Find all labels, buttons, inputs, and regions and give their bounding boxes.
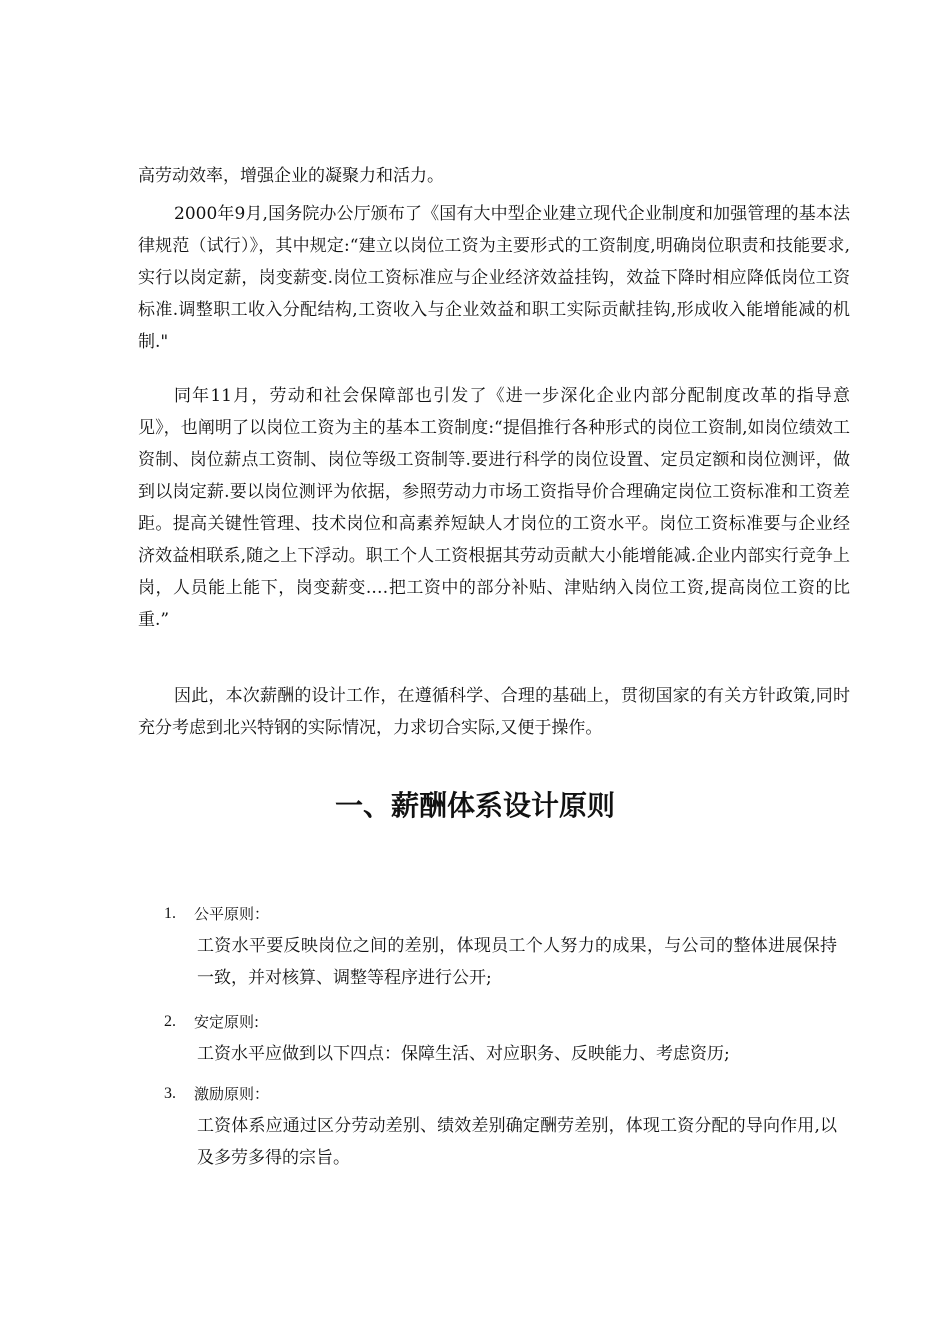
list-number: 3.	[164, 1085, 176, 1102]
principle-heading	[138, 1078, 850, 1110]
principle-heading	[138, 1006, 850, 1038]
list-number: 1.	[164, 905, 176, 922]
principle-title: 安定原则:	[194, 1013, 260, 1031]
principle-item-stability	[138, 1006, 850, 1070]
paragraph-continuation: 高劳动效率，增强企业的凝聚力和活力。	[138, 166, 444, 186]
principle-heading	[138, 898, 850, 930]
principle-item-fairness	[138, 898, 850, 994]
principle-body: 工资水平要反映岗位之间的差别，体现员工个人努力的成果，与公司的整体进展保持一致，并对核算、调整等程序进行公开;	[197, 936, 837, 988]
principle-body: 工资体系应通过区分劳动差别、绩效差别确定酬劳差别，体现工资分配的导向作用,以及多劳多得的宗旨。	[197, 1116, 837, 1168]
paragraph-conclusion: 因此，本次薪酬的设计工作，在遵循科学、合理的基础上，贯彻国家的有关方针政策,同时充分考虑到北兴特钢的实际情况，力求切合实际,又便于操作。	[138, 686, 850, 738]
section-title: 一、薪酬体系设计原则	[334, 789, 615, 822]
principle-body: 工资水平应做到以下四点：保障生活、对应职务、反映能力、考虑资历;	[197, 1044, 730, 1064]
paragraph-state-council-2000: 2000年9月,国务院办公厅颁布了《国有大中型企业建立现代企业制度和加强管理的基本法律规范（试行）》，其中规定:“建立以岗位工资为主要形式的工资制度,明确岗位职责和技能要求,实行以岗定薪，岗变薪变.岗位工资标准应与企业经济效益挂钩，效益下降时相应降低岗位工资标准.调整职工收入分配结构,工资收入与企业效益和职工实际贡献挂钩,形成收入能增能减的机制."	[138, 204, 850, 352]
list-number: 2.	[164, 1013, 176, 1030]
paragraph-labor-ministry-november: 同年11月，劳动和社会保障部也引发了《进一步深化企业内部分配制度改革的指导意见》，也阐明了以岗位工资为主的基本工资制度:“提倡推行各种形式的岗位工资制,如岗位绩效工资制、岗位薪点工资制、岗位等级工资制等.要进行科学的岗位设置、定员定额和岗位测评，做到以岗定薪.要以岗位测评为依据，参照劳动力市场工资指导价合理确定岗位工资标准和工资差距。提高关键性管理、技术岗位和高素养短缺人才岗位的工资水平。岗位工资标准要与企业经济效益相联系,随之上下浮动。职工个人工资根据其劳动贡献大小能增能减.企业内部实行竞争上岗，人员能上能下，岗变薪变.…把工资中的部分补贴、津贴纳入岗位工资,提高岗位工资的比重.”	[138, 386, 850, 630]
principle-title: 公平原则：	[194, 905, 270, 923]
principle-item-incentive	[138, 1078, 850, 1174]
principle-title: 激励原则：	[194, 1085, 270, 1103]
